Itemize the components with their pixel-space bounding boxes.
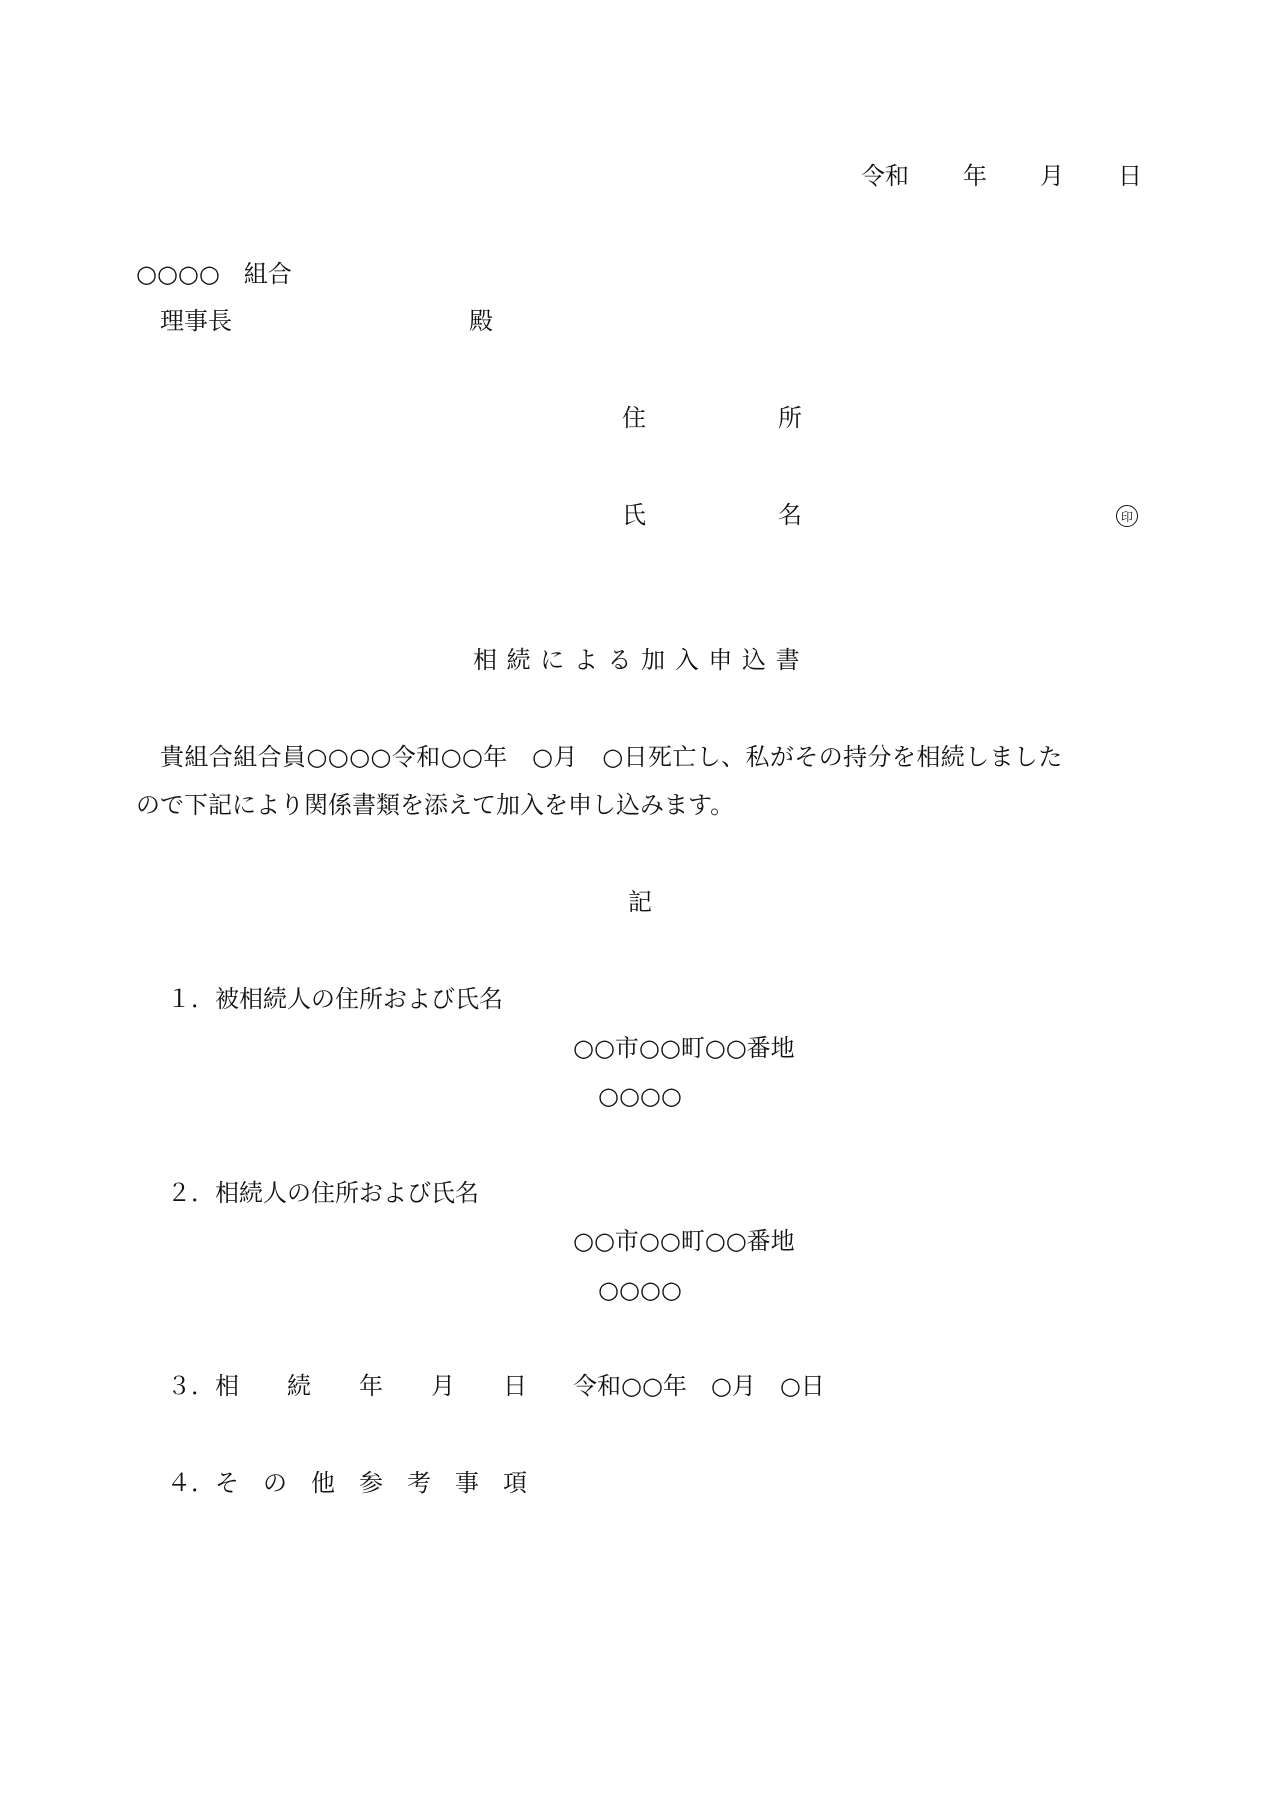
name-label-1: 氏 bbox=[622, 501, 646, 529]
item4-label: ４．そ の 他 参 考 事 項 bbox=[167, 1469, 527, 1497]
name-label-2: 名 bbox=[778, 501, 802, 529]
body-line-2: ので下記により関係書類を添えて加入を申し込みます。 bbox=[136, 791, 735, 819]
date-month: 月 bbox=[1040, 162, 1064, 190]
item1-name: ○○○○ bbox=[598, 1082, 682, 1110]
item3-label: ３．相 続 年 月 日 bbox=[167, 1372, 527, 1400]
item1-label: １．被相続人の住所および氏名 bbox=[167, 985, 503, 1013]
item2-label: ２．相続人の住所および氏名 bbox=[167, 1179, 479, 1207]
item1-address: ○○市○○町○○番地 bbox=[573, 1034, 795, 1062]
date-day: 日 bbox=[1118, 162, 1142, 190]
recipient-union: ○○○○ 組合 bbox=[136, 260, 292, 288]
address-label-2: 所 bbox=[778, 404, 802, 432]
document-title: 相 続 に よ る 加 入 申 込 書 bbox=[473, 646, 801, 674]
date-year: 年 bbox=[963, 162, 987, 190]
recipient-chair: 理事長 bbox=[160, 307, 232, 335]
ki-heading: 記 bbox=[628, 888, 652, 916]
address-label-1: 住 bbox=[622, 404, 646, 432]
body-line-1: 貴組合組合員○○○○令和○○年 ○月 ○日死亡し、私がその持分を相続しました bbox=[160, 743, 1063, 771]
item2-name: ○○○○ bbox=[598, 1276, 682, 1304]
recipient-honorific: 殿 bbox=[469, 307, 493, 335]
seal-stamp-icon: 印 bbox=[1116, 505, 1138, 527]
item3-value: 令和○○年 ○月 ○日 bbox=[573, 1372, 825, 1400]
date-era: 令和 bbox=[861, 162, 909, 190]
item2-address: ○○市○○町○○番地 bbox=[573, 1227, 795, 1255]
